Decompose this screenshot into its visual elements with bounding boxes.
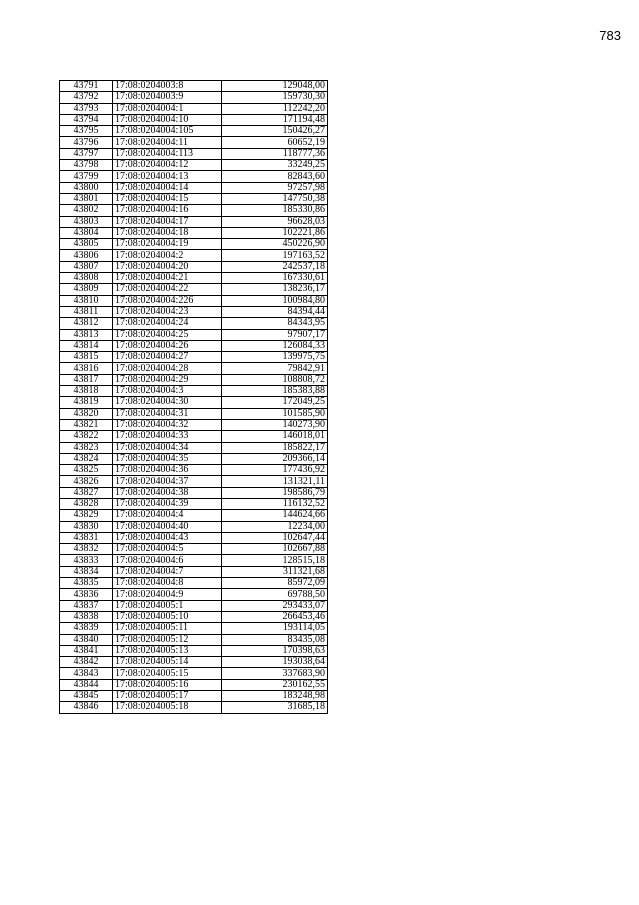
table-row <box>60 623 328 634</box>
cadastral-number-cell: 17:08:0204004:16 <box>113 205 222 216</box>
table-row <box>60 691 328 702</box>
value-cell: 102221,86 <box>222 227 328 238</box>
row-number-cell: 43823 <box>60 442 113 453</box>
cadastral-number-cell: 17:08:0204003:9 <box>113 92 222 103</box>
row-number-cell: 43836 <box>60 589 113 600</box>
row-number-cell: 43792 <box>60 92 113 103</box>
row-number-cell: 43799 <box>60 171 113 182</box>
value-cell: 33249,25 <box>222 160 328 171</box>
cadastral-number-cell: 17:08:0204004:12 <box>113 160 222 171</box>
row-number-cell: 43813 <box>60 329 113 340</box>
table-row <box>60 171 328 182</box>
value-cell: 12234,00 <box>222 521 328 532</box>
table-row <box>60 160 328 171</box>
row-number-cell: 43815 <box>60 352 113 363</box>
row-number-cell: 43793 <box>60 103 113 114</box>
value-cell: 170398,63 <box>222 645 328 656</box>
table-row <box>60 679 328 690</box>
table-row <box>60 137 328 148</box>
table-row <box>60 114 328 125</box>
row-number-cell: 43830 <box>60 521 113 532</box>
row-number-cell: 43804 <box>60 227 113 238</box>
value-cell: 230162,55 <box>222 679 328 690</box>
cadastral-number-cell: 17:08:0204004:1 <box>113 103 222 114</box>
value-cell: 193114,05 <box>222 623 328 634</box>
cadastral-number-cell: 17:08:0204004:22 <box>113 284 222 295</box>
cadastral-number-cell: 17:08:0204004:32 <box>113 419 222 430</box>
table-row <box>60 92 328 103</box>
cadastral-number-cell: 17:08:0204005:15 <box>113 668 222 679</box>
table-row <box>60 600 328 611</box>
value-cell: 198586,79 <box>222 487 328 498</box>
value-cell: 131321,11 <box>222 476 328 487</box>
row-number-cell: 43842 <box>60 657 113 668</box>
row-number-cell: 43795 <box>60 126 113 137</box>
row-number-cell: 43814 <box>60 340 113 351</box>
cadastral-number-cell: 17:08:0204004:33 <box>113 431 222 442</box>
row-number-cell: 43846 <box>60 702 113 713</box>
cadastral-number-cell: 17:08:0204004:35 <box>113 453 222 464</box>
row-number-cell: 43820 <box>60 408 113 419</box>
cadastral-number-cell: 17:08:0204004:113 <box>113 148 222 159</box>
cadastral-number-cell: 17:08:0204004:28 <box>113 363 222 374</box>
row-number-cell: 43845 <box>60 691 113 702</box>
value-cell: 242537,18 <box>222 261 328 272</box>
cadastral-number-cell: 17:08:0204003:8 <box>113 81 222 92</box>
table-row <box>60 340 328 351</box>
cadastral-number-cell: 17:08:0204004:37 <box>113 476 222 487</box>
cadastral-number-cell: 17:08:0204004:14 <box>113 182 222 193</box>
value-cell: 185822,17 <box>222 442 328 453</box>
table-row <box>60 386 328 397</box>
table-row <box>60 442 328 453</box>
cadastral-number-cell: 17:08:0204004:18 <box>113 227 222 238</box>
value-cell: 82843,60 <box>222 171 328 182</box>
row-number-cell: 43843 <box>60 668 113 679</box>
row-number-cell: 43832 <box>60 544 113 555</box>
cadastral-number-cell: 17:08:0204005:10 <box>113 611 222 622</box>
cadastral-number-cell: 17:08:0204004:39 <box>113 498 222 509</box>
table-row <box>60 306 328 317</box>
table-row <box>60 363 328 374</box>
cadastral-number-cell: 17:08:0204004:8 <box>113 578 222 589</box>
value-cell: 197163,52 <box>222 250 328 261</box>
table-row <box>60 216 328 227</box>
value-cell: 150426,27 <box>222 126 328 137</box>
table-row <box>60 476 328 487</box>
cadastral-number-cell: 17:08:0204004:30 <box>113 397 222 408</box>
row-number-cell: 43802 <box>60 205 113 216</box>
cadastral-number-cell: 17:08:0204004:105 <box>113 126 222 137</box>
table-row <box>60 329 328 340</box>
row-number-cell: 43807 <box>60 261 113 272</box>
value-cell: 83435,08 <box>222 634 328 645</box>
table-row <box>60 521 328 532</box>
value-cell: 337683,90 <box>222 668 328 679</box>
value-cell: 126084,33 <box>222 340 328 351</box>
table-row <box>60 273 328 284</box>
cadastral-number-cell: 17:08:0204005:14 <box>113 657 222 668</box>
row-number-cell: 43800 <box>60 182 113 193</box>
row-number-cell: 43837 <box>60 600 113 611</box>
cadastral-number-cell: 17:08:0204004:29 <box>113 374 222 385</box>
value-cell: 31685,18 <box>222 702 328 713</box>
row-number-cell: 43811 <box>60 306 113 317</box>
value-cell: 101585,90 <box>222 408 328 419</box>
row-number-cell: 43798 <box>60 160 113 171</box>
page-number: 783 <box>599 28 621 43</box>
row-number-cell: 43825 <box>60 465 113 476</box>
row-number-cell: 43819 <box>60 397 113 408</box>
table-row <box>60 81 328 92</box>
value-cell: 118777,36 <box>222 148 328 159</box>
value-cell: 79842,91 <box>222 363 328 374</box>
value-cell: 209366,14 <box>222 453 328 464</box>
row-number-cell: 43839 <box>60 623 113 634</box>
table-row <box>60 555 328 566</box>
value-cell: 140273,90 <box>222 419 328 430</box>
cadastral-number-cell: 17:08:0204004:15 <box>113 193 222 204</box>
cadastral-number-cell: 17:08:0204004:13 <box>113 171 222 182</box>
table-row <box>60 261 328 272</box>
table-row <box>60 239 328 250</box>
cadastral-number-cell: 17:08:0204005:12 <box>113 634 222 645</box>
table-row <box>60 453 328 464</box>
row-number-cell: 43834 <box>60 566 113 577</box>
value-cell: 172049,25 <box>222 397 328 408</box>
table-row <box>60 205 328 216</box>
cadastral-number-cell: 17:08:0204004:4 <box>113 510 222 521</box>
cadastral-number-cell: 17:08:0204005:13 <box>113 645 222 656</box>
row-number-cell: 43821 <box>60 419 113 430</box>
row-number-cell: 43840 <box>60 634 113 645</box>
value-cell: 138236,17 <box>222 284 328 295</box>
row-number-cell: 43818 <box>60 386 113 397</box>
value-cell: 85972,09 <box>222 578 328 589</box>
row-number-cell: 43844 <box>60 679 113 690</box>
value-cell: 97907,17 <box>222 329 328 340</box>
cadastral-number-cell: 17:08:0204004:7 <box>113 566 222 577</box>
row-number-cell: 43809 <box>60 284 113 295</box>
row-number-cell: 43803 <box>60 216 113 227</box>
table-row <box>60 668 328 679</box>
value-cell: 108808,72 <box>222 374 328 385</box>
cadastral-number-cell: 17:08:0204004:43 <box>113 532 222 543</box>
table-row <box>60 103 328 114</box>
row-number-cell: 43824 <box>60 453 113 464</box>
value-cell: 185383,88 <box>222 386 328 397</box>
row-number-cell: 43797 <box>60 148 113 159</box>
cadastral-number-cell: 17:08:0204004:23 <box>113 306 222 317</box>
value-cell: 112242,20 <box>222 103 328 114</box>
table-row <box>60 431 328 442</box>
value-cell: 116132,52 <box>222 498 328 509</box>
row-number-cell: 43829 <box>60 510 113 521</box>
table-row <box>60 227 328 238</box>
row-number-cell: 43805 <box>60 239 113 250</box>
cadastral-number-cell: 17:08:0204004:34 <box>113 442 222 453</box>
table-row <box>60 498 328 509</box>
table-row <box>60 611 328 622</box>
value-cell: 60652,19 <box>222 137 328 148</box>
table-row <box>60 374 328 385</box>
cadastral-number-cell: 17:08:0204004:10 <box>113 114 222 125</box>
table-row <box>60 702 328 713</box>
value-cell: 144624,66 <box>222 510 328 521</box>
table-row <box>60 589 328 600</box>
cadastral-number-cell: 17:08:0204005:17 <box>113 691 222 702</box>
value-cell: 129048,00 <box>222 81 328 92</box>
row-number-cell: 43791 <box>60 81 113 92</box>
value-cell: 84394,44 <box>222 306 328 317</box>
value-cell: 450226,90 <box>222 239 328 250</box>
row-number-cell: 43808 <box>60 273 113 284</box>
row-number-cell: 43806 <box>60 250 113 261</box>
table-row <box>60 566 328 577</box>
value-cell: 146018,01 <box>222 431 328 442</box>
cadastral-number-cell: 17:08:0204004:11 <box>113 137 222 148</box>
table-row <box>60 352 328 363</box>
row-number-cell: 43831 <box>60 532 113 543</box>
table-row <box>60 532 328 543</box>
cadastral-number-cell: 17:08:0204004:25 <box>113 329 222 340</box>
cadastral-number-cell: 17:08:0204004:3 <box>113 386 222 397</box>
row-number-cell: 43817 <box>60 374 113 385</box>
table-row <box>60 397 328 408</box>
cadastral-number-cell: 17:08:0204004:40 <box>113 521 222 532</box>
cadastral-number-cell: 17:08:0204004:36 <box>113 465 222 476</box>
cadastral-number-cell: 17:08:0204004:27 <box>113 352 222 363</box>
value-cell: 177436,92 <box>222 465 328 476</box>
table-row <box>60 465 328 476</box>
cadastral-number-cell: 17:08:0204004:5 <box>113 544 222 555</box>
table-row <box>60 182 328 193</box>
table-row <box>60 318 328 329</box>
value-cell: 293433,07 <box>222 600 328 611</box>
row-number-cell: 43810 <box>60 295 113 306</box>
value-cell: 167330,61 <box>222 273 328 284</box>
table-row <box>60 634 328 645</box>
table-row <box>60 645 328 656</box>
table-row <box>60 657 328 668</box>
row-number-cell: 43826 <box>60 476 113 487</box>
value-cell: 171194,48 <box>222 114 328 125</box>
value-cell: 97257,98 <box>222 182 328 193</box>
value-cell: 183248,98 <box>222 691 328 702</box>
table-body <box>60 81 328 714</box>
value-cell: 84343,95 <box>222 318 328 329</box>
value-cell: 102647,44 <box>222 532 328 543</box>
cadastral-number-cell: 17:08:0204005:18 <box>113 702 222 713</box>
value-cell: 159730,30 <box>222 92 328 103</box>
cadastral-number-cell: 17:08:0204004:2 <box>113 250 222 261</box>
value-cell: 96628,03 <box>222 216 328 227</box>
row-number-cell: 43816 <box>60 363 113 374</box>
row-number-cell: 43801 <box>60 193 113 204</box>
cadastral-number-cell: 17:08:0204005:11 <box>113 623 222 634</box>
row-number-cell: 43822 <box>60 431 113 442</box>
cadastral-number-cell: 17:08:0204004:19 <box>113 239 222 250</box>
value-cell: 100984,80 <box>222 295 328 306</box>
row-number-cell: 43812 <box>60 318 113 329</box>
cadastral-number-cell: 17:08:0204004:31 <box>113 408 222 419</box>
table-row <box>60 295 328 306</box>
cadastral-number-cell: 17:08:0204004:226 <box>113 295 222 306</box>
cadastral-number-cell: 17:08:0204004:26 <box>113 340 222 351</box>
row-number-cell: 43828 <box>60 498 113 509</box>
table-row <box>60 510 328 521</box>
row-number-cell: 43796 <box>60 137 113 148</box>
value-cell: 266453,46 <box>222 611 328 622</box>
row-number-cell: 43833 <box>60 555 113 566</box>
value-cell: 185330,86 <box>222 205 328 216</box>
value-cell: 102667,88 <box>222 544 328 555</box>
table-row <box>60 408 328 419</box>
table-row <box>60 544 328 555</box>
table-row <box>60 148 328 159</box>
data-table <box>59 80 328 714</box>
row-number-cell: 43838 <box>60 611 113 622</box>
cadastral-number-cell: 17:08:0204004:17 <box>113 216 222 227</box>
table-row <box>60 126 328 137</box>
cadastral-number-cell: 17:08:0204005:16 <box>113 679 222 690</box>
table-row <box>60 193 328 204</box>
cadastral-number-cell: 17:08:0204004:20 <box>113 261 222 272</box>
table-row <box>60 419 328 430</box>
value-cell: 69788,50 <box>222 589 328 600</box>
cadastral-number-cell: 17:08:0204004:21 <box>113 273 222 284</box>
table-row <box>60 250 328 261</box>
row-number-cell: 43794 <box>60 114 113 125</box>
cadastral-number-cell: 17:08:0204004:24 <box>113 318 222 329</box>
cadastral-number-cell: 17:08:0204005:1 <box>113 600 222 611</box>
row-number-cell: 43841 <box>60 645 113 656</box>
cadastral-number-cell: 17:08:0204004:38 <box>113 487 222 498</box>
value-cell: 193038,64 <box>222 657 328 668</box>
row-number-cell: 43835 <box>60 578 113 589</box>
cadastral-number-cell: 17:08:0204004:9 <box>113 589 222 600</box>
cadastral-number-cell: 17:08:0204004:6 <box>113 555 222 566</box>
value-cell: 311321,68 <box>222 566 328 577</box>
table-row <box>60 487 328 498</box>
value-cell: 147750,38 <box>222 193 328 204</box>
value-cell: 128515,18 <box>222 555 328 566</box>
row-number-cell: 43827 <box>60 487 113 498</box>
table-row <box>60 284 328 295</box>
table-row <box>60 578 328 589</box>
value-cell: 139975,75 <box>222 352 328 363</box>
